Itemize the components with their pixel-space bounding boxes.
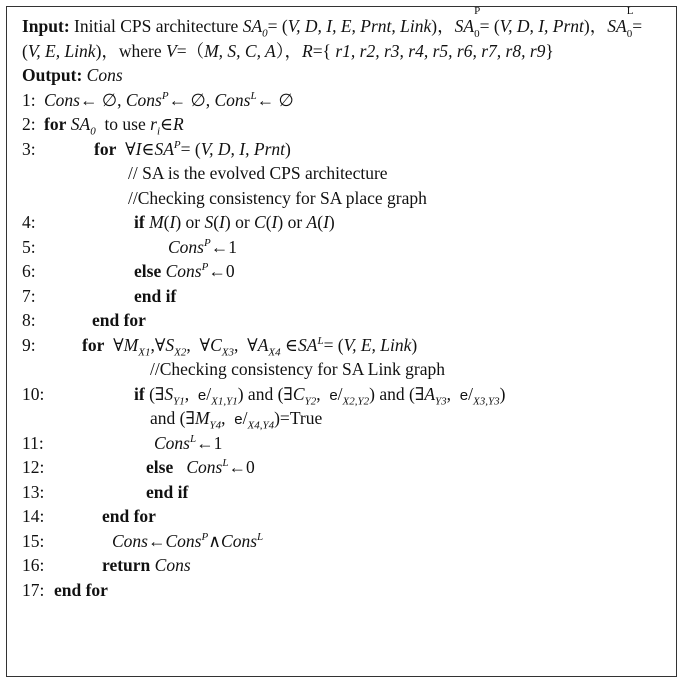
line-number: 1:	[22, 89, 36, 110]
algo-comment-2: //Checking consistency for SA place graph	[128, 187, 427, 208]
algo-line-14: 14: end for	[22, 504, 662, 529]
algo-line-13: 13: end if	[22, 480, 662, 505]
line-number: 6:	[22, 261, 36, 281]
line-number: 8:	[22, 310, 36, 330]
algo-line-9: 9: for $\forall M_{X1},\forall S_{X2}$, $\forall C_{X3}$, $\forall A_{X4}$ $\in SA^L= (V$, E, Link)	[22, 334, 418, 358]
algo-line-4: 4: if M(I) or S(I) or C(I) or A(I)	[22, 210, 662, 235]
line-number: 15:	[22, 530, 45, 551]
algo-line-2: 2: for $SA_0$ to use $r_i\in R$	[22, 114, 184, 138]
line-number: 9:	[22, 334, 36, 355]
algo-line-15: 15: Cons←Cons$^P$∧Cons$^L$	[22, 529, 662, 554]
algo-line-1: 1: Cons← ∅, Cons$^P$← ∅, Cons$^L$← ∅	[22, 88, 662, 113]
algo-line-16: 16: return Cons	[22, 553, 662, 578]
algo-line-10-cont: and ($\exists M_{Y4}$, $e/_{X4,Y4})=True$	[150, 408, 323, 432]
line-number: 14:	[22, 506, 45, 526]
output-label: Output	[22, 65, 77, 85]
line-number: 11:	[22, 432, 44, 453]
line-number: 5:	[22, 236, 36, 257]
algo-line-10: 10: if ($\exists S_{Y1}$, $e/_{X1,Y1}$) and ($\exists C_{Y2}$, $e/_{X2,Y2}$) and ($\exists A_{Y3}$, $e/_{X3,Y3}$)	[22, 383, 506, 407]
algo-line-3: 3: for $\forall I\in SA^P= (V$, D, I, Prnt)	[22, 137, 662, 162]
algo-line-6: 6: else Cons$^P$←0	[22, 259, 662, 284]
input-text: Initial CPS architecture	[74, 16, 239, 36]
line-number: 2:	[22, 114, 36, 134]
algo-comment-3: //Checking consistency for SA Link graph	[150, 359, 446, 379]
line-number: 4:	[22, 212, 36, 232]
line-number: 12:	[22, 457, 45, 477]
output-value: Cons	[86, 65, 123, 85]
line-number: 16:	[22, 555, 45, 575]
algo-line-12: 12: else Cons$^L$←0	[22, 455, 662, 480]
line-number: 7:	[22, 285, 36, 306]
algo-line-8: 8: end for	[22, 308, 662, 333]
line-number: 17:	[22, 579, 45, 600]
output-line: Output: Cons	[22, 65, 123, 85]
algo-line-11: 11: Cons$^L$←1	[22, 431, 662, 456]
input-line: Input: Initial CPS architecture $SA_0= (V$, D, I, E, Prnt, Link)，SA $_{P 0}$= (V, D, I, Prnt)，SA $_{L 0}$= (V, E, Link)，where V=（M, S, C, A），R={ r1, r2, r3, r4, r5, r6, r7, r8, r9}	[22, 4, 647, 61]
algo-comment-1: // SA is the evolved CPS architecture	[128, 163, 388, 183]
algo-line-17: 17: end for	[22, 578, 662, 603]
line-number: 13:	[22, 481, 45, 502]
algorithm-listing	[22, 4, 662, 602]
line-number: 3:	[22, 138, 36, 159]
input-label: Input	[22, 16, 64, 36]
algo-line-7: 7: end if	[22, 284, 662, 309]
line-number: 10:	[22, 383, 45, 404]
algo-line-5: 5: Cons$^P$←1	[22, 235, 662, 260]
